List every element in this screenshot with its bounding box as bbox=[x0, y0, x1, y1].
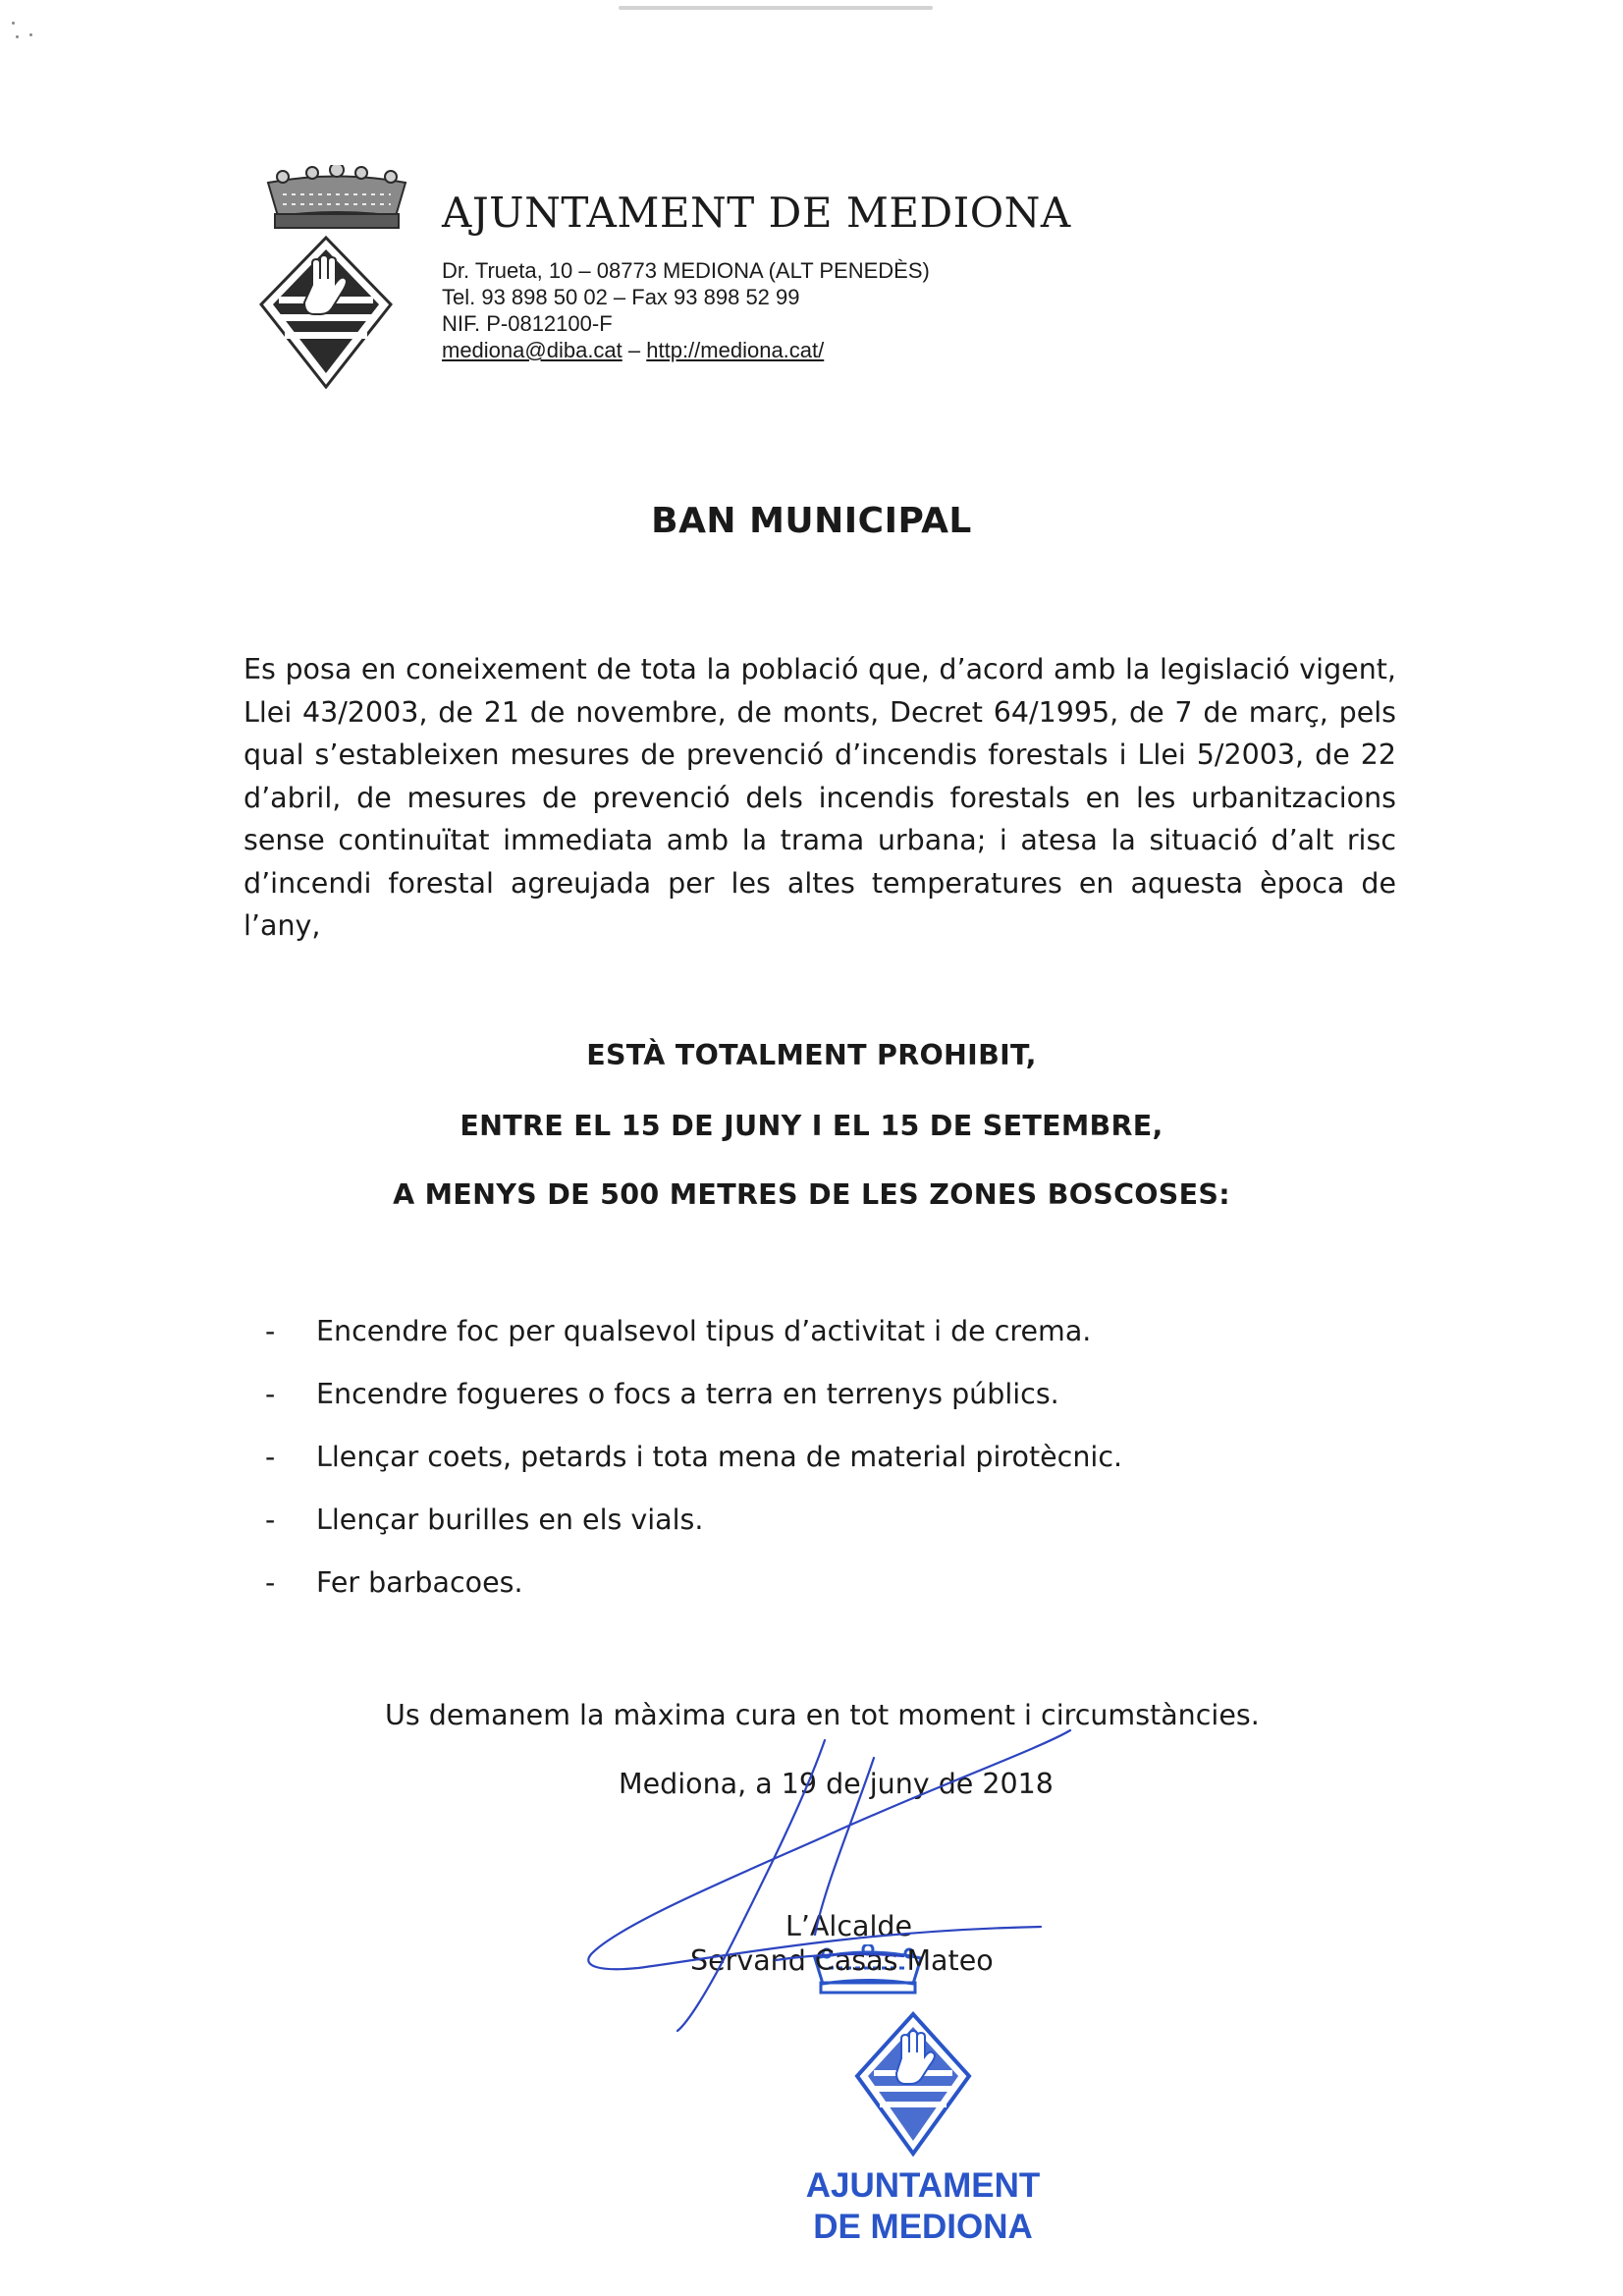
web-line bbox=[442, 337, 930, 363]
signatory-role: L’Alcalde bbox=[785, 1910, 913, 1942]
address-line: Dr. Trueta, 10 – 08773 MEDIONA (ALT PENEDÈS) bbox=[442, 258, 930, 283]
list-item bbox=[265, 1563, 1443, 1626]
prohibited-activities-list bbox=[265, 1312, 1443, 1626]
document-title: BAN MUNICIPAL bbox=[651, 501, 972, 541]
bullet-dash: - bbox=[265, 1503, 276, 1536]
closing-sentence: Us demanem la màxima cura en tot moment i circumstàncies. bbox=[385, 1699, 1260, 1731]
email-link[interactable]: mediona@diba.cat bbox=[442, 338, 622, 362]
list-item bbox=[265, 1438, 1443, 1501]
contact-block bbox=[442, 257, 930, 363]
prohibition-heading: ESTÀ TOTALMENT PROHIBIT, bbox=[586, 1039, 1037, 1071]
list-item-text: Llençar burilles en els vials. bbox=[316, 1503, 704, 1536]
date-line: Mediona, a 19 de juny de 2018 bbox=[619, 1768, 1054, 1800]
handwritten-signature bbox=[579, 1728, 1090, 2033]
list-item bbox=[265, 1375, 1443, 1438]
stamp-line-2: DE MEDIONA bbox=[813, 2208, 1033, 2246]
list-item-text: Fer barbacoes. bbox=[316, 1566, 523, 1599]
phone-fax-line: Tel. 93 898 50 02 – Fax 93 898 52 99 bbox=[442, 285, 800, 309]
list-item-text: Encendre foc per qualsevol tipus d’activitat i de crema. bbox=[316, 1315, 1092, 1347]
official-stamp-text bbox=[776, 2165, 1070, 2248]
scan-speck bbox=[12, 22, 15, 25]
separator: – bbox=[622, 338, 647, 362]
list-item-text: Encendre fogueres o focs a terra en terrenys públics. bbox=[316, 1378, 1059, 1410]
signatory-name: Servand Casas Mateo bbox=[690, 1944, 994, 1977]
list-item-text: Llençar coets, petards i tota mena de material pirotècnic. bbox=[316, 1441, 1123, 1473]
bullet-dash: - bbox=[265, 1378, 276, 1410]
website-link[interactable]: http://mediona.cat/ bbox=[646, 338, 825, 362]
stamp-seal-icon bbox=[854, 2011, 972, 2157]
prohibition-period: ENTRE EL 15 DE JUNY I EL 15 DE SETEMBRE, bbox=[460, 1110, 1163, 1142]
crown-icon bbox=[263, 165, 410, 234]
coat-of-arms-icon bbox=[259, 236, 393, 389]
nif-line: NIF. P-0812100-F bbox=[442, 311, 613, 336]
bullet-dash: - bbox=[265, 1441, 276, 1473]
scan-speck bbox=[29, 33, 32, 36]
scan-speck bbox=[16, 35, 19, 38]
bullet-dash: - bbox=[265, 1315, 276, 1347]
bullet-dash: - bbox=[265, 1566, 276, 1599]
stamp-line-1: AJUNTAMENT bbox=[805, 2166, 1041, 2205]
prohibition-distance: A MENYS DE 500 METRES DE LES ZONES BOSCOSES: bbox=[393, 1178, 1230, 1211]
list-item bbox=[265, 1312, 1443, 1375]
org-name: AJUNTAMENT DE MEDIONA bbox=[442, 189, 1071, 237]
list-item bbox=[265, 1501, 1443, 1563]
scan-artifact-line bbox=[619, 6, 933, 10]
intro-paragraph: Es posa en coneixement de tota la població que, d’acord amb la legislació vigent, Llei 43/2003, de 21 de novembre, de monts, Decret 64/1995, de 7 de març, pels qual s’estableixen mesures de prevenció d’incendis forestals i Llei 5/2003, de 22 d’abril, de mesures de prevenció dels incendis forestals en les urbanitzacions sense continuïtat immediata amb la trama urbana; i atesa la situació d’alt risc d’incendi forestal agreujada per les altes temperatures en aquesta època de l’any, bbox=[243, 653, 1396, 942]
